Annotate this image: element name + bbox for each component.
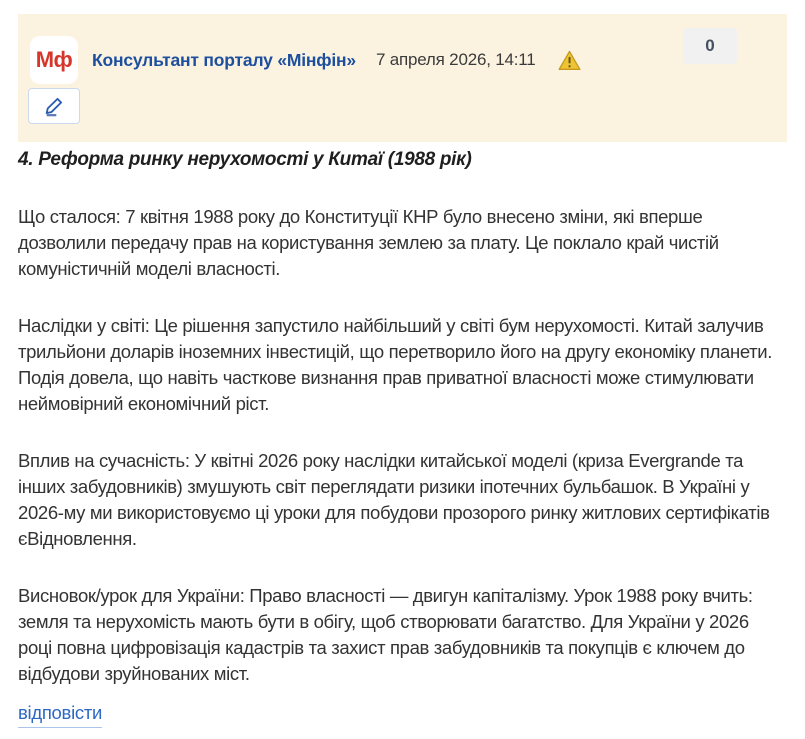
comment-body	[0, 142, 805, 728]
warning-icon[interactable]	[558, 50, 581, 71]
post-paragraph-modern-impact: Вплив на сучасність: У квітні 2026 року наслідки китайської моделі (криза Evergrande та інших забудовників) змушують світ переглядати ризики іпотечних бульбашок. В Україні у 2026-му ми використовуємо ці уроки для побудови прозорого ринку житлових сертифікатів єВідновлення.	[18, 450, 770, 549]
score-badge: 0	[683, 28, 737, 64]
author-link[interactable]: Консультант порталу «Мінфін»	[92, 49, 356, 70]
post-paragraph-world-consequences: Наслідки у світі: Це рішення запустило найбільший у світі бум нерухомості. Китай залучив трильйони доларів іноземних інвестицій, що перетворило його на другу економіку планети. Подія довела, що навіть часткове визнання прав приватної власності може стимулювати неймовірний економічний ріст.	[18, 315, 773, 414]
edit-button[interactable]	[28, 88, 80, 124]
comment-header-row	[18, 14, 787, 84]
avatar-monogram: Мф	[35, 47, 73, 72]
comment-header-card	[18, 14, 787, 142]
reply-link[interactable]: відповісти	[18, 702, 102, 728]
avatar[interactable]	[30, 36, 78, 84]
post-heading: 4. Реформа ринку нерухомості у Китаї (1988 рік)	[18, 149, 472, 170]
post-paragraph-what-happened: Що сталося: 7 квітня 1988 року до Конституції КНР було внесено зміни, які вперше дозволили передачу прав на користування землею за плату. Це поклало край чистій комуністичній моделі власності.	[18, 206, 719, 279]
timestamp: 7 апреля 2026, 14:11	[375, 50, 536, 69]
pencil-icon	[43, 95, 65, 117]
warning-triangle-icon	[558, 50, 581, 71]
post-paragraph-conclusion: Висновок/урок для України: Право власності — двигун капіталізму. Урок 1988 року вчить: земля та нерухомість мають бути в обігу, щоб створювати багатство. Для України у 2026 році повна цифровізація кадастрів та захист прав забудовників та покупців є ключем до відбудови зруйнованих міст.	[18, 585, 753, 684]
